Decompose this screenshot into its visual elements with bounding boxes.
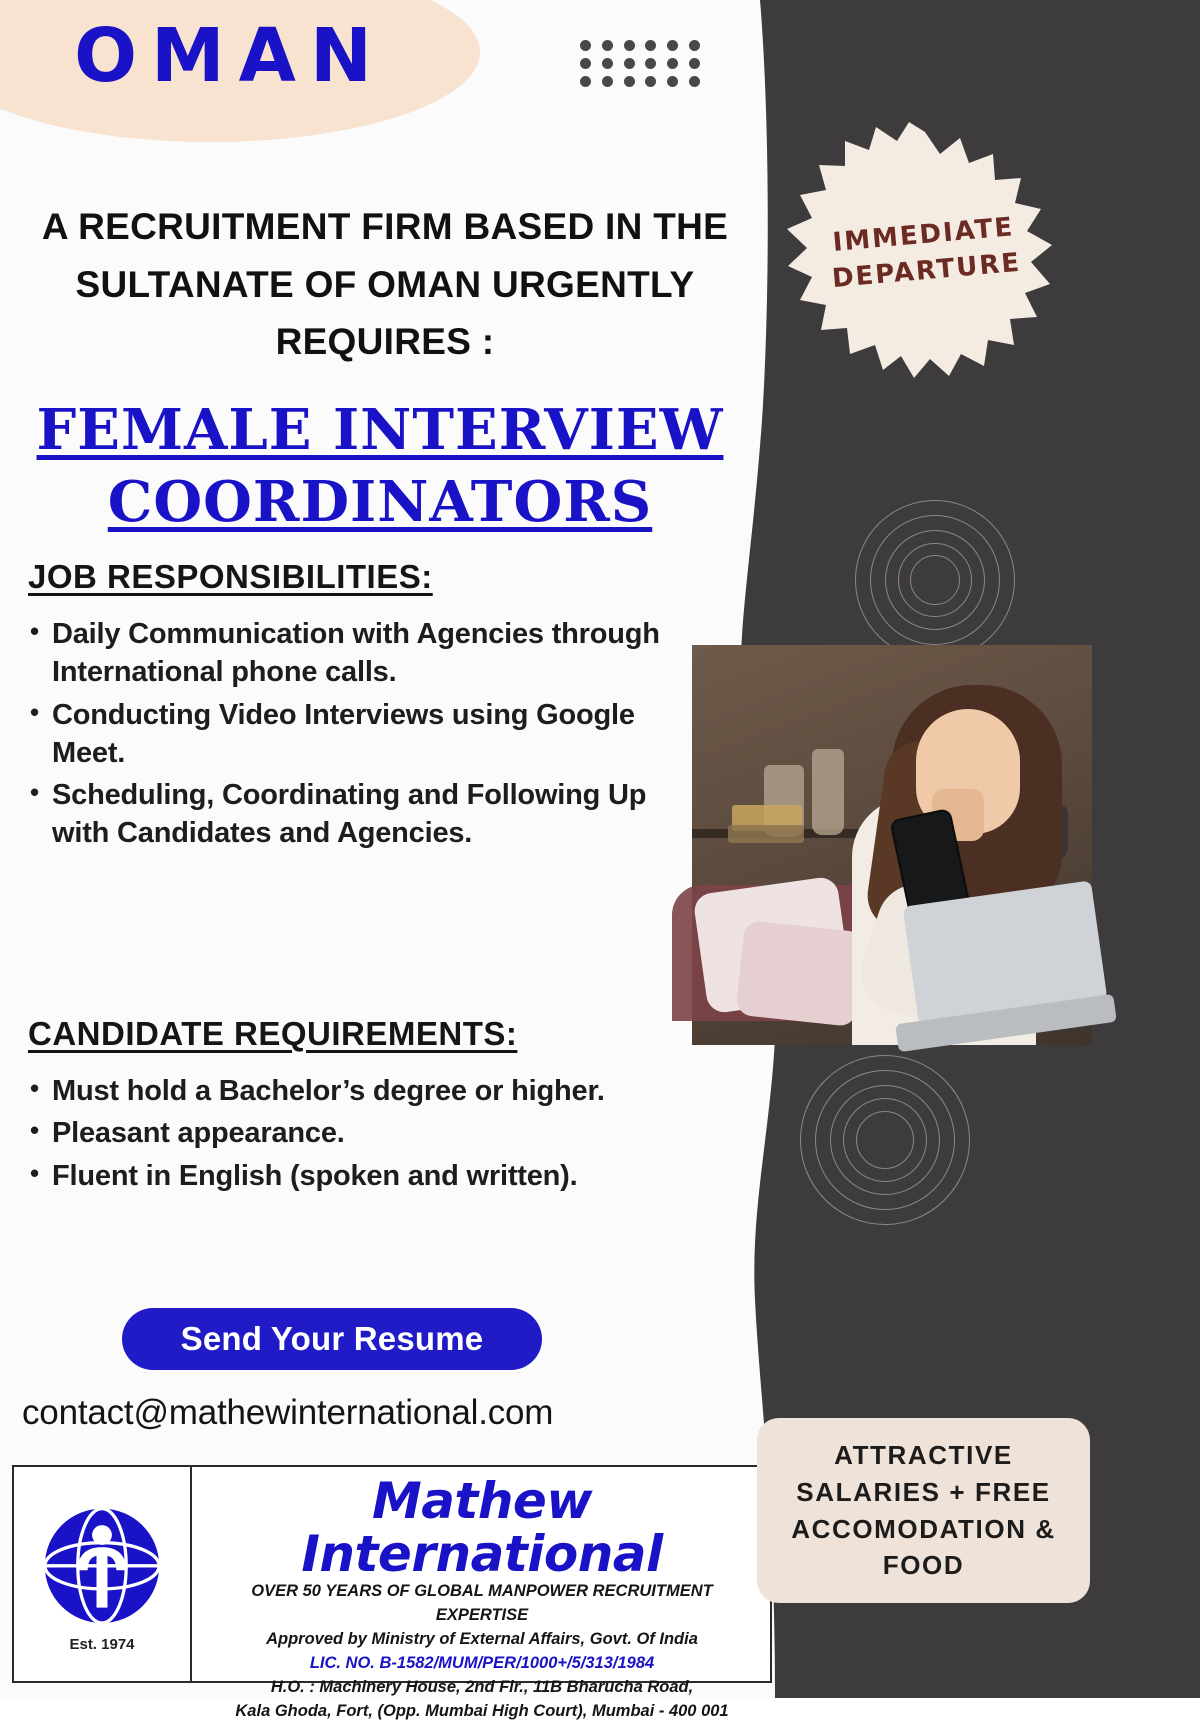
company-name: Mathew International xyxy=(301,1472,663,1583)
list-item: • Daily Communication with Agencies through International phone calls. xyxy=(22,615,682,692)
requirements-list xyxy=(22,1072,682,1199)
country-badge-label: OMAN xyxy=(74,13,386,99)
list-item: • Must hold a Bachelor’s degree or higher. xyxy=(22,1072,682,1110)
company-approval: Approved by Ministry of External Affairs, Govt. Of India xyxy=(266,1629,698,1648)
send-resume-button[interactable]: Send Your Resume xyxy=(122,1308,542,1370)
company-address-line1: H.O. : Machinery House, 2nd Flr., 11B Bharucha Road, xyxy=(270,1677,694,1696)
sticker-departure-line1: IMMEDIATE xyxy=(831,211,1016,258)
dot-grid-decoration xyxy=(575,36,705,90)
company-address-line2: Kala Ghoda, Fort, (Opp. Mumbai High Court), Mumbai - 400 001 xyxy=(235,1701,729,1720)
logo-established-label: Est. 1974 xyxy=(69,1635,135,1653)
list-item: • Pleasant appearance. xyxy=(22,1114,682,1152)
company-tagline: OVER 50 YEARS OF GLOBAL MANPOWER RECRUITMENT EXPERTISE xyxy=(251,1582,713,1624)
benefits-sticker: ATTRACTIVE SALARIES + FREE ACCOMODATION & FOOD xyxy=(757,1418,1090,1603)
list-item: • Conducting Video Interviews using Google Meet. xyxy=(22,696,682,773)
globe-figure-logo-icon xyxy=(36,1502,168,1634)
list-item: • Fluent in English (spoken and written). xyxy=(22,1157,682,1195)
section-heading-requirements: CANDIDATE REQUIREMENTS: xyxy=(28,1015,518,1052)
decor-ring xyxy=(910,555,960,605)
company-license: LIC. NO. B-1582/MUM/PER/1000+/5/313/1984 xyxy=(309,1653,655,1672)
candidate-photo xyxy=(692,645,1092,1045)
sticker-departure-line2: DEPARTURE xyxy=(830,247,1023,295)
section-heading-responsibilities: JOB RESPONSIBILITIES: xyxy=(28,558,433,595)
company-logo xyxy=(14,1467,192,1681)
company-footer xyxy=(12,1465,772,1720)
contact-email[interactable]: contact@mathewinternational.com xyxy=(22,1393,554,1432)
page-title: FEMALE INTERVIEW COORDINATORS xyxy=(36,397,724,535)
headline-text: A RECRUITMENT FIRM BASED IN THE SULTANATE OF OMAN URGENTLY REQUIRES : xyxy=(41,206,729,363)
responsibilities-list xyxy=(22,615,682,857)
immediate-departure-sticker xyxy=(775,128,1075,378)
list-item: • Scheduling, Coordinating and Following Up with Candidates and Agencies. xyxy=(22,776,682,853)
decor-ring xyxy=(856,1111,914,1169)
